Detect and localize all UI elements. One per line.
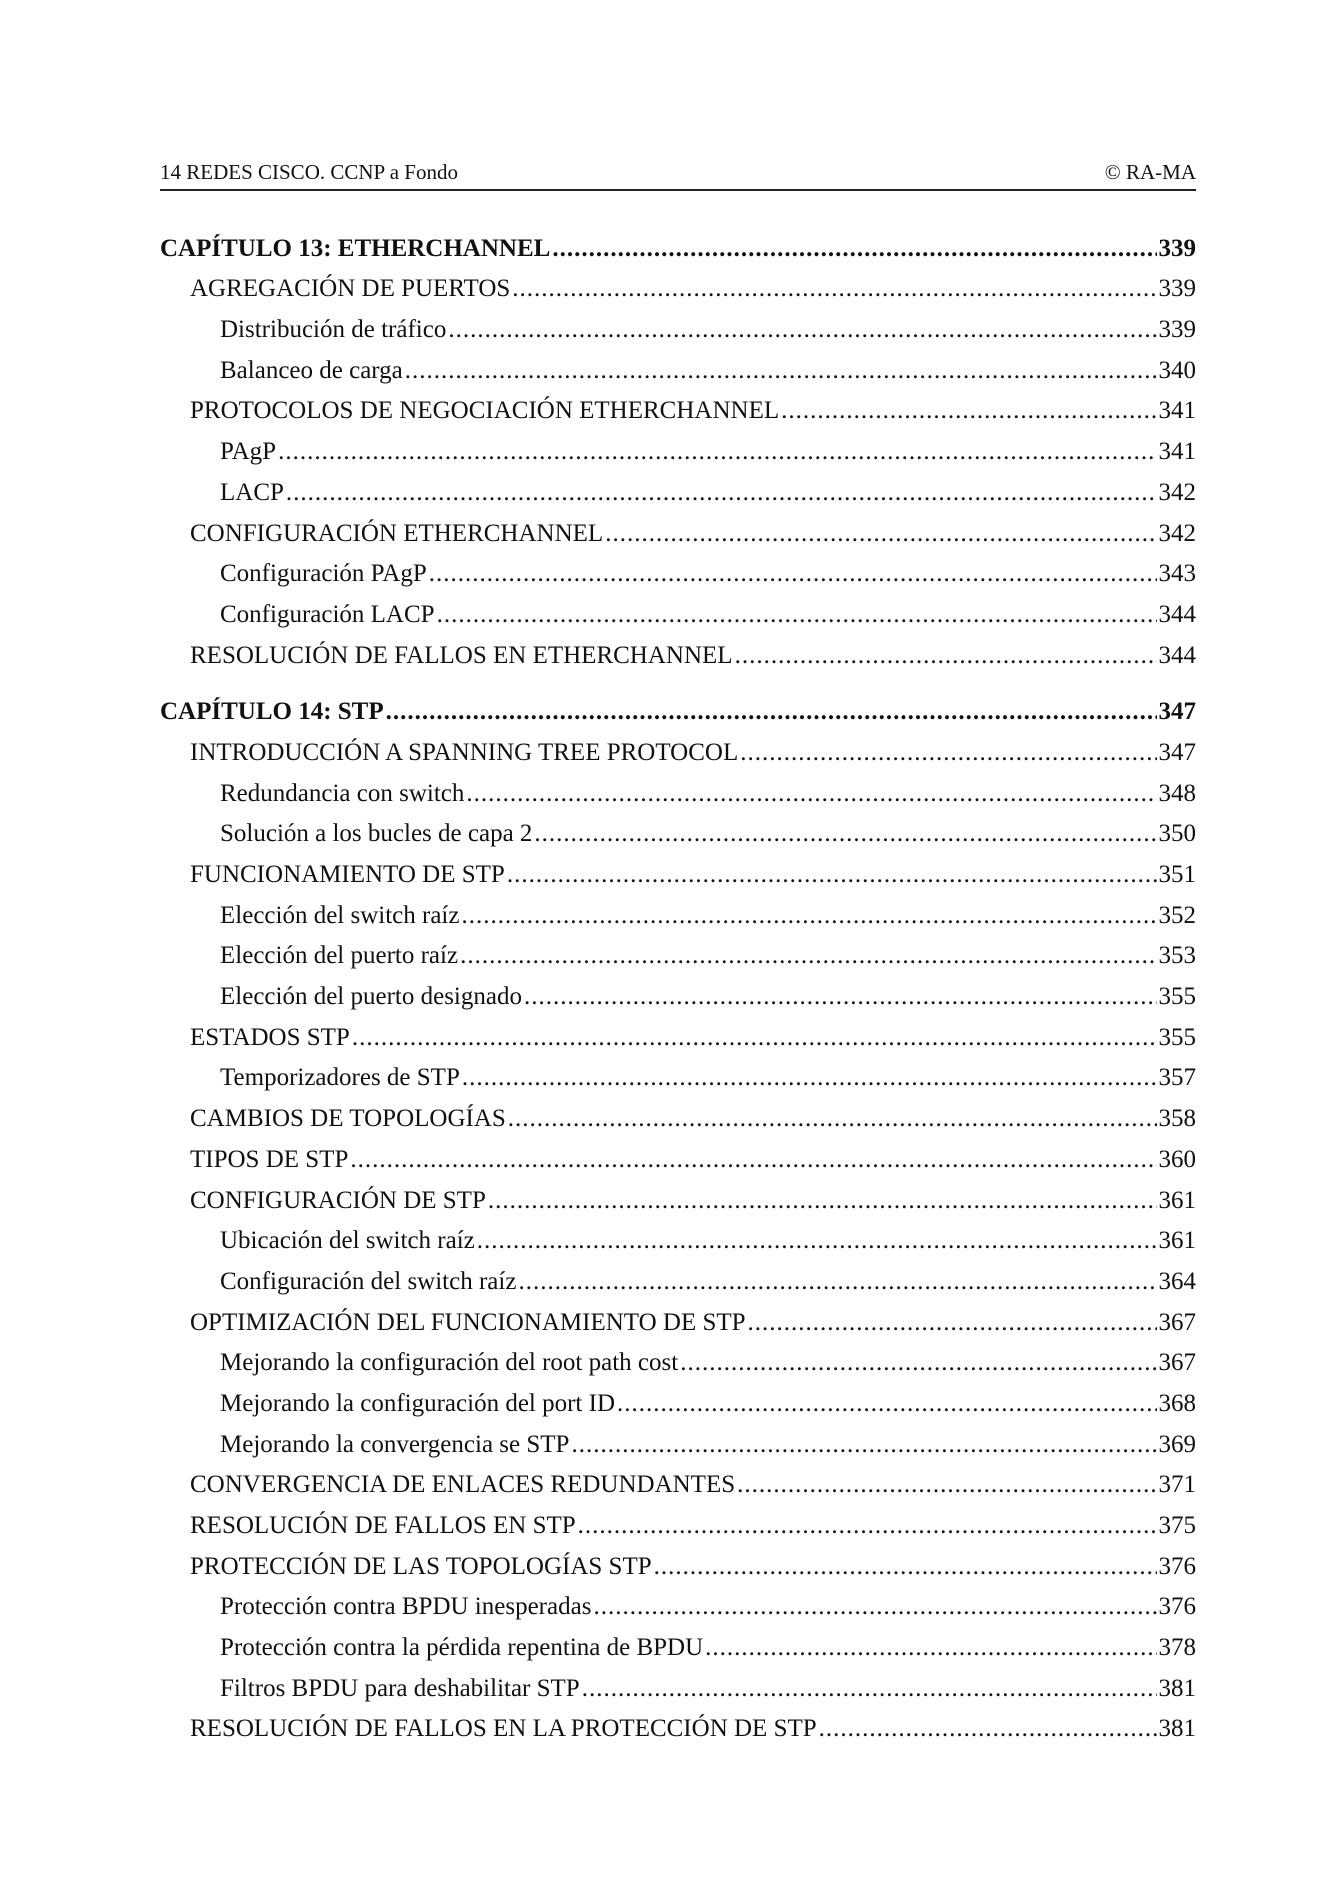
toc-entry-page: 367 xyxy=(1158,1349,1196,1377)
toc-dot-leader xyxy=(507,861,1157,889)
toc-dot-leader xyxy=(350,1146,1156,1174)
toc-entry-page: 381 xyxy=(1158,1674,1196,1702)
toc-entry-title: Filtros BPDU para deshabilitar STP xyxy=(220,1674,580,1702)
toc-dot-leader xyxy=(477,1227,1157,1255)
toc-subsection-entry xyxy=(160,1215,1196,1256)
toc-entry-title: PROTOCOLOS DE NEGOCIACIÓN ETHERCHANNEL xyxy=(190,397,780,425)
toc-dot-leader xyxy=(740,739,1156,767)
toc-entry-page: 367 xyxy=(1158,1308,1196,1336)
toc-entry-page: 361 xyxy=(1158,1227,1196,1255)
running-header xyxy=(160,159,1196,191)
toc-entry-page: 341 xyxy=(1158,438,1196,466)
toc-dot-leader xyxy=(737,1471,1156,1499)
toc-dot-leader xyxy=(552,235,1156,263)
toc-entry-page: 368 xyxy=(1158,1389,1196,1417)
toc-section-entry xyxy=(160,726,1196,767)
toc-dot-leader xyxy=(488,1187,1157,1215)
toc-entry-title: TIPOS DE STP xyxy=(190,1145,349,1173)
toc-entry-title: Temporizadores de STP xyxy=(220,1064,460,1092)
toc-entry-title: PROTECCIÓN DE LAS TOPOLOGÍAS STP xyxy=(190,1552,652,1580)
toc-section-entry xyxy=(160,1011,1196,1052)
toc-subsection-entry xyxy=(160,466,1196,507)
toc-entry-title: Configuración del switch raíz xyxy=(220,1267,517,1295)
header-book-title: 14 REDES CISCO. CCNP a Fondo xyxy=(160,160,458,184)
toc-entry-page: 350 xyxy=(1158,820,1196,848)
toc-subsection-entry xyxy=(160,1418,1196,1459)
toc-section-entry xyxy=(160,507,1196,548)
toc-entry-page: 371 xyxy=(1158,1471,1196,1499)
toc-dot-leader xyxy=(286,479,1157,507)
toc-entry-title: CONFIGURACIÓN DE STP xyxy=(190,1186,486,1214)
toc-dot-leader xyxy=(781,397,1156,425)
toc-entry-title: Configuración PAgP xyxy=(220,560,427,588)
toc-entry-title: Mejorando la configuración del root path cost xyxy=(220,1349,679,1377)
toc-subsection-entry xyxy=(160,970,1196,1011)
toc-dot-leader xyxy=(466,780,1156,808)
toc-section-entry xyxy=(160,1092,1196,1133)
toc-entry-page: 342 xyxy=(1158,519,1196,547)
toc-dot-leader xyxy=(352,1024,1157,1052)
toc-dot-leader xyxy=(429,560,1157,588)
toc-dot-leader xyxy=(448,316,1156,344)
toc-dot-leader xyxy=(819,1715,1157,1743)
toc-section-entry xyxy=(160,1703,1196,1744)
toc-dot-leader xyxy=(524,983,1157,1011)
toc-chapter-entry xyxy=(160,222,1196,263)
toc-entry-page: 376 xyxy=(1158,1593,1196,1621)
toc-dot-leader xyxy=(748,1309,1157,1337)
toc-chapter-entry xyxy=(160,686,1196,727)
toc-subsection-entry xyxy=(160,1052,1196,1093)
toc-entry-title: RESOLUCIÓN DE FALLOS EN LA PROTECCIÓN DE STP xyxy=(190,1715,817,1743)
toc-entry-title: FUNCIONAMIENTO DE STP xyxy=(190,861,505,888)
toc-subsection-entry xyxy=(160,889,1196,930)
toc-entry-title: Solución a los bucles de capa 2 xyxy=(220,820,533,848)
toc-subsection-entry xyxy=(160,1662,1196,1703)
toc-dot-leader xyxy=(512,275,1156,303)
toc-dot-leader xyxy=(462,1064,1157,1092)
toc-dot-leader xyxy=(654,1553,1157,1581)
toc-subsection-entry xyxy=(160,767,1196,808)
toc-entry-title: Redundancia con switch xyxy=(220,779,465,807)
toc-entry-title: AGREGACIÓN DE PUERTOS xyxy=(190,275,511,303)
toc-entry-page: 360 xyxy=(1158,1145,1196,1173)
toc-dot-leader xyxy=(593,1593,1156,1621)
toc-subsection-entry xyxy=(160,303,1196,344)
toc-entry-page: 343 xyxy=(1158,560,1196,588)
toc-section-entry xyxy=(160,848,1196,889)
toc-dot-leader xyxy=(735,642,1157,670)
toc-subsection-entry xyxy=(160,1621,1196,1662)
toc-entry-title: Ubicación del switch raíz xyxy=(220,1227,475,1255)
toc-section-entry xyxy=(160,1133,1196,1174)
toc-dot-leader xyxy=(582,1675,1157,1703)
toc-section-entry xyxy=(160,1296,1196,1337)
toc-dot-leader xyxy=(605,520,1156,548)
toc-entry-title: CAPÍTULO 13: ETHERCHANNEL xyxy=(160,234,551,262)
toc-dot-leader xyxy=(278,438,1156,466)
toc-entry-page: 361 xyxy=(1158,1186,1196,1214)
toc-entry-page: 376 xyxy=(1158,1552,1196,1580)
toc-dot-leader xyxy=(461,902,1156,930)
toc-subsection-entry xyxy=(160,1337,1196,1378)
toc-entry-title: LACP xyxy=(220,478,284,506)
toc-entry-title: PAgP xyxy=(220,438,277,466)
toc-section-entry xyxy=(160,263,1196,304)
toc-dot-leader xyxy=(437,601,1157,629)
toc-entry-title: RESOLUCIÓN DE FALLOS EN STP xyxy=(190,1512,576,1539)
toc-entry-page: 364 xyxy=(1158,1267,1196,1295)
toc-subsection-entry xyxy=(160,344,1196,385)
toc-dot-leader xyxy=(386,698,1157,726)
toc-subsection-entry xyxy=(160,425,1196,466)
toc-entry-title: Elección del switch raíz xyxy=(220,901,460,929)
toc-section-entry xyxy=(160,1459,1196,1500)
toc-entry-page: 369 xyxy=(1158,1430,1196,1458)
toc-subsection-entry xyxy=(160,1377,1196,1418)
toc-section-entry xyxy=(160,1540,1196,1581)
toc-entry-page: 339 xyxy=(1158,316,1196,344)
toc-dot-leader xyxy=(578,1512,1157,1540)
toc-entry-page: 381 xyxy=(1158,1715,1196,1743)
toc-dot-leader xyxy=(405,357,1157,385)
toc-entry-page: 355 xyxy=(1158,1023,1196,1051)
toc-subsection-entry xyxy=(160,588,1196,629)
toc-entry-page: 344 xyxy=(1158,641,1196,669)
toc-entry-title: Mejorando la configuración del port ID xyxy=(220,1389,616,1417)
toc-entry-title: CONVERGENCIA DE ENLACES REDUNDANTES xyxy=(190,1471,736,1499)
toc-entry-title: Balanceo de carga xyxy=(220,356,403,384)
toc-entry-title: Protección contra la pérdida repentina de BPDU xyxy=(220,1634,704,1662)
toc-dot-leader xyxy=(680,1349,1156,1377)
toc-entry-title: CONFIGURACIÓN ETHERCHANNEL xyxy=(190,519,604,547)
toc-entry-title: CAPÍTULO 14: STP xyxy=(160,698,384,726)
toc-entry-page: 357 xyxy=(1158,1064,1196,1092)
toc-entry-page: 340 xyxy=(1158,356,1196,384)
toc-entry-title: ESTADOS STP xyxy=(190,1023,350,1051)
toc-subsection-entry xyxy=(160,1581,1196,1622)
toc-entry-title: CAMBIOS DE TOPOLOGÍAS xyxy=(190,1105,506,1133)
toc-entry-page: 375 xyxy=(1158,1512,1196,1539)
toc-dot-leader xyxy=(460,942,1156,970)
toc-dot-leader xyxy=(518,1268,1156,1296)
toc-dot-leader xyxy=(508,1105,1157,1133)
toc-section-entry xyxy=(160,1174,1196,1215)
toc-entry-title: RESOLUCIÓN DE FALLOS EN ETHERCHANNEL xyxy=(190,641,733,669)
toc-entry-title: OPTIMIZACIÓN DEL FUNCIONAMIENTO DE STP xyxy=(190,1308,746,1336)
toc-subsection-entry xyxy=(160,930,1196,971)
toc-entry-page: 347 xyxy=(1158,738,1196,766)
toc-dot-leader xyxy=(571,1431,1156,1459)
toc-entry-title: INTRODUCCIÓN A SPANNING TREE PROTOCOL xyxy=(190,738,739,766)
toc-dot-leader xyxy=(534,820,1156,848)
toc-dot-leader xyxy=(705,1634,1156,1662)
toc-entry-page: 339 xyxy=(1158,275,1196,303)
toc-entry-page: 342 xyxy=(1158,478,1196,506)
toc-entry-page: 341 xyxy=(1158,397,1196,425)
toc-entry-page: 348 xyxy=(1158,779,1196,807)
toc-entry-title: Configuración LACP xyxy=(220,600,435,628)
toc-entry-page: 355 xyxy=(1158,983,1196,1011)
toc-entry-title: Distribución de tráfico xyxy=(220,316,447,344)
toc-entry-title: Elección del puerto designado xyxy=(220,983,522,1011)
toc-section-entry xyxy=(160,1499,1196,1540)
toc-entry-page: 351 xyxy=(1158,861,1196,888)
toc-subsection-entry xyxy=(160,548,1196,589)
toc-section-entry xyxy=(160,629,1196,670)
toc-entry-page: 378 xyxy=(1158,1634,1196,1662)
toc-entry-title: Mejorando la convergencia se STP xyxy=(220,1430,570,1458)
header-publisher: © RA-MA xyxy=(1104,160,1196,184)
toc-entry-page: 339 xyxy=(1158,234,1196,262)
toc-entry-page: 352 xyxy=(1158,901,1196,929)
toc-subsection-entry xyxy=(160,808,1196,849)
toc-subsection-entry xyxy=(160,1255,1196,1296)
toc-entry-page: 353 xyxy=(1158,942,1196,970)
toc-entry-title: Elección del puerto raíz xyxy=(220,942,459,970)
toc-entry-page: 347 xyxy=(1158,698,1196,726)
toc-entry-page: 358 xyxy=(1158,1105,1196,1133)
toc-entry-page: 344 xyxy=(1158,600,1196,628)
toc-section-entry xyxy=(160,385,1196,426)
toc-dot-leader xyxy=(617,1390,1156,1418)
toc-entry-title: Protección contra BPDU inesperadas xyxy=(220,1593,592,1621)
table-of-contents xyxy=(160,222,1196,1743)
